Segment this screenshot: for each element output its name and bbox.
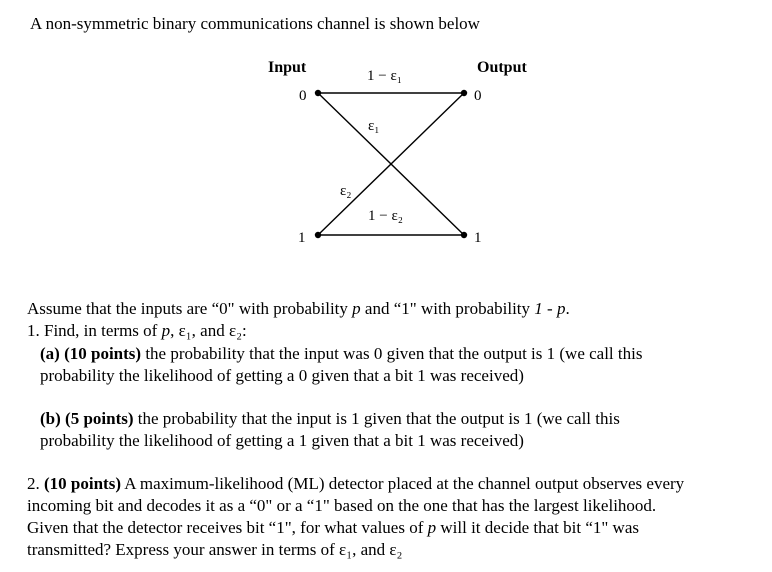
label-eps1: ε₁ xyxy=(368,118,380,134)
output-0-label: 0 xyxy=(474,88,482,104)
question-1a-line-2: probability the likelihood of getting a 0 given that a bit 1 was received) xyxy=(40,366,524,385)
output-0-node xyxy=(461,90,467,96)
input-1-node xyxy=(315,232,321,238)
assumption-text: Assume that the inputs are “0" with probability p and “1" with probability 1 - p. xyxy=(27,299,570,318)
question-2-line-1: 2. (10 points) A maximum-likelihood (ML) detector placed at the channel output observes every xyxy=(27,474,685,493)
question-2-line-4: transmitted? Express your answer in terms of ε₁, and ε₂ xyxy=(27,540,403,559)
input-0-node xyxy=(315,90,321,96)
question-1b-line-1: (b) (5 points) the probability that the input is 1 given that the output is 1 (we call this xyxy=(40,409,620,428)
input-label: Input xyxy=(268,59,307,76)
channel-diagram xyxy=(255,52,555,252)
input-0-label: 0 xyxy=(299,88,307,104)
question-1-heading: 1. Find, in terms of p, ε₁, and ε₂: xyxy=(27,321,247,340)
question-2-line-3: Given that the detector receives bit “1", for what values of p will it decide that bit “1" was xyxy=(27,518,639,537)
question-1a-line-1: (a) (10 points) the probability that the input was 0 given that the output is 1 (we call this xyxy=(40,344,643,363)
question-2-line-2: incoming bit and decodes it as a “0" or a “1" based on the one that has the largest likelihood. xyxy=(27,496,657,515)
input-1-label: 1 xyxy=(298,230,306,246)
label-one-minus-eps1: 1 − ε₁ xyxy=(367,68,402,84)
output-label: Output xyxy=(477,59,527,76)
question-1b-line-2: probability the likelihood of getting a 1 given that a bit 1 was received) xyxy=(40,431,524,450)
label-eps2: ε₂ xyxy=(340,183,352,199)
intro-text: A non-symmetric binary communications channel is shown below xyxy=(30,14,480,33)
label-one-minus-eps2: 1 − ε₂ xyxy=(368,208,403,224)
output-1-node xyxy=(461,232,467,238)
output-1-label: 1 xyxy=(474,230,482,246)
